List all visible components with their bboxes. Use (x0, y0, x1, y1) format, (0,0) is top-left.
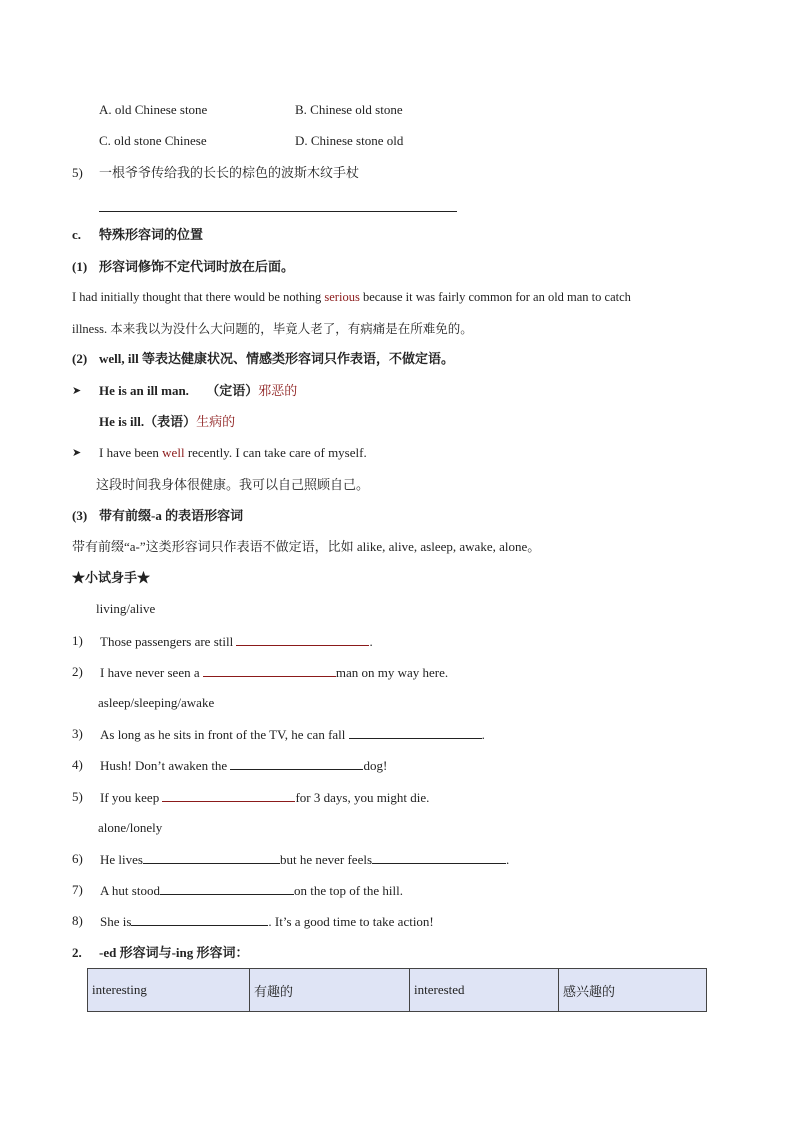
example-1-post: because it was fairly common for an old man to catch (359, 290, 631, 304)
practice-q4-post: dog! (363, 758, 388, 773)
practice-q8 (100, 912, 434, 931)
example-1-line-2: illness. 本来我以为没什么大问题的，毕竟人老了，有病痛是在所难免的。 (72, 322, 473, 336)
example-2a-meaning: 邪恶的 (258, 383, 298, 398)
practice-q3-post: . (481, 727, 485, 742)
practice-q2-post: man on my way here. (335, 665, 449, 680)
practice-q5-post: for 3 days, you might die. (295, 790, 430, 805)
option-c: C. old stone Chinese (99, 133, 207, 148)
example-2c-translation: 这段时间我身体很健康。我可以自己照顾自己。 (96, 477, 370, 492)
rule-3-number: (3) (72, 508, 88, 523)
rule-2-text: well, ill 等表达健康状况、情感类形容词只作表语，不做定语。 (99, 351, 454, 366)
example-2c-pre: I have been (99, 445, 163, 460)
answer-blank[interactable] (236, 632, 369, 646)
option-b: B. Chinese old stone (295, 102, 403, 117)
question-5-number: 5) (72, 165, 83, 180)
practice-q3-pre: As long as he sits in front of the TV, he can fall (100, 727, 349, 742)
example-2c (99, 444, 367, 462)
bullet-arrow-icon: ➤ (72, 446, 82, 459)
practice-q4-pre: Hush! Don’t awaken the (100, 758, 231, 773)
example-1-pre: I had initially thought that there would be nothing (72, 290, 325, 304)
option-d: D. Chinese stone old (295, 133, 404, 148)
answer-blank[interactable] (131, 912, 268, 926)
table-cell: 感兴趣的 (559, 969, 707, 1012)
rule-3-description: 带有前缀“a-”这类形容词只作表语不做定语，比如 alike, alive, asleep, awake, alone。 (72, 539, 541, 554)
example-2c-highlight: well (162, 445, 185, 460)
example-2a-tag: （定语） (206, 383, 259, 398)
practice-q8-number: 8) (72, 913, 83, 928)
rule-3-text: 带有前缀-a 的表语形容词 (99, 508, 244, 523)
table-cell: interesting (88, 969, 250, 1012)
practice-q5-pre: If you keep (100, 790, 163, 805)
answer-blank[interactable] (203, 663, 336, 677)
answer-blank[interactable] (349, 725, 482, 739)
practice-q1-pre: Those passengers are still (100, 634, 237, 649)
rule-2-number: (2) (72, 351, 88, 366)
practice-q1-number: 1) (72, 633, 83, 648)
practice-q7-pre: A hut stood (100, 883, 160, 898)
adjective-table (87, 968, 707, 1012)
word-group-2: asleep/sleeping/awake (98, 695, 215, 710)
practice-q3-number: 3) (72, 726, 83, 741)
practice-q1-post: . (369, 634, 373, 649)
practice-title: ★小试身手★ (72, 570, 151, 585)
table-row (88, 969, 707, 1012)
practice-q1 (100, 632, 373, 651)
word-group-3: alone/lonely (98, 820, 163, 835)
answer-blank[interactable] (372, 850, 506, 864)
practice-q5-number: 5) (72, 789, 83, 804)
practice-q7-number: 7) (72, 882, 83, 897)
bullet-arrow-icon: ➤ (72, 384, 82, 397)
practice-q2-number: 2) (72, 664, 83, 679)
section-2-title: -ed 形容词与-ing 形容词： (99, 945, 249, 960)
question-5-text: 一根爷爷传给我的长长的棕色的波斯木纹手杖 (99, 165, 360, 180)
example-2a-sentence: He is an ill man. (99, 383, 189, 398)
table-cell: interested (410, 969, 559, 1012)
example-2b-sentence: He is ill. (99, 414, 145, 429)
practice-q5 (100, 788, 429, 807)
option-a: A. old Chinese stone (99, 102, 208, 117)
example-2c-post: recently. I can take care of myself. (184, 445, 367, 460)
practice-q8-post: . It’s a good time to take action! (268, 914, 434, 929)
example-2b (99, 413, 235, 431)
practice-q7 (100, 881, 403, 900)
practice-q6-mid: but he never feels (279, 852, 373, 867)
practice-q8-pre: She is (100, 914, 132, 929)
word-group-1: living/alive (96, 601, 156, 616)
answer-blank[interactable] (230, 756, 363, 770)
practice-q3 (100, 725, 485, 744)
practice-q6-number: 6) (72, 851, 83, 866)
practice-q2 (100, 663, 448, 682)
example-2b-meaning: 生病的 (196, 414, 236, 429)
example-2b-tag: （表语） (144, 414, 197, 429)
example-2a (99, 382, 297, 400)
practice-q7-post: on the top of the hill. (293, 883, 404, 898)
practice-q6-pre: He lives (100, 852, 143, 867)
answer-blank[interactable] (162, 788, 295, 802)
section-c-title: 特殊形容词的位置 (99, 227, 204, 242)
section-c-label: c. (72, 227, 82, 242)
table-cell: 有趣的 (250, 969, 410, 1012)
practice-q6 (100, 850, 509, 869)
answer-line[interactable] (99, 196, 457, 212)
example-1-highlight: serious (324, 290, 360, 304)
practice-q4-number: 4) (72, 757, 83, 772)
example-1-line-1 (72, 288, 631, 306)
practice-q6-post: . (506, 852, 510, 867)
practice-q4 (100, 756, 387, 775)
rule-1-number: (1) (72, 259, 88, 274)
answer-blank[interactable] (160, 881, 294, 895)
rule-1-text: 形容词修饰不定代词时放在后面。 (99, 259, 295, 274)
section-2-number: 2. (72, 945, 82, 960)
practice-q2-pre: I have never seen a (100, 665, 203, 680)
answer-blank[interactable] (143, 850, 280, 864)
